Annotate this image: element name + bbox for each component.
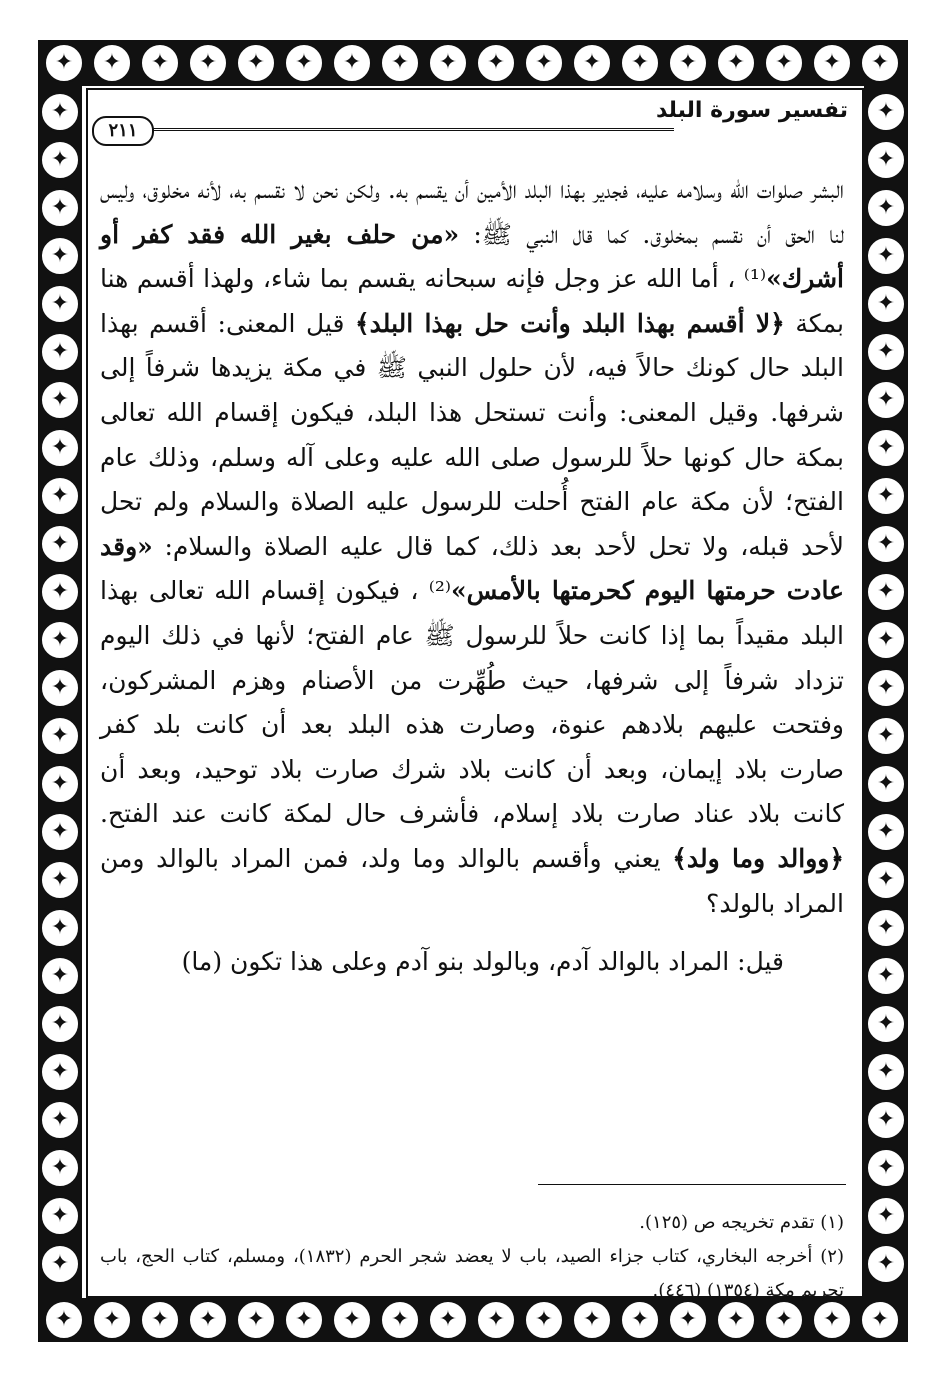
border-ornament-icon	[866, 716, 906, 756]
footnotes	[100, 1206, 844, 1308]
border-ornament-icon	[866, 92, 906, 132]
border-ornament-icon	[40, 1052, 80, 1092]
border-ornament-icon	[40, 524, 80, 564]
paragraph	[100, 168, 844, 926]
border-ornament-icon	[866, 1004, 906, 1044]
border-ornament-icon	[866, 1244, 906, 1284]
border-ornament-icon	[524, 43, 564, 83]
border-ornament-icon	[40, 812, 80, 852]
hadith-quote: «وقد عادت حرمتها اليوم كحرمتها بالأمس»	[100, 531, 844, 606]
border-ornament-icon	[866, 956, 906, 996]
border-ornament-icon	[40, 764, 80, 804]
text-run: البشر صلوات الله وسلامه عليه، فجدير بهذا البلد الأمين أن يقسم به. ولكن نحن لا نقسم به، لأنه مخلوق، وليس لنا الحق أن نقسم بمخلوق. كما قال النبي ﷺ:	[100, 175, 845, 249]
border-ornament-icon	[866, 524, 906, 564]
paragraph: قيل: المراد بالوالد آدم، وبالولد بنو آدم وعلى هذا تكون (ما)	[181, 947, 784, 977]
border-ornament-icon	[866, 332, 906, 372]
border-ornament-icon	[866, 1052, 906, 1092]
border-ornament-icon	[860, 43, 900, 83]
quran-verse: ﴿ووالد وما ولد﴾	[672, 843, 844, 873]
border-ornament-icon	[866, 620, 906, 660]
border-ornament-icon	[236, 43, 276, 83]
border-ornament-icon	[866, 668, 906, 708]
border-ornament-icon	[40, 908, 80, 948]
border-ornament-icon	[866, 1196, 906, 1236]
border-ornament-icon	[866, 284, 906, 324]
border-ornament-icon	[860, 1300, 900, 1340]
border-ornament-icon	[866, 1100, 906, 1140]
border-ornament-icon	[866, 908, 906, 948]
border-ornament-icon	[572, 43, 612, 83]
border-ornament-icon	[668, 43, 708, 83]
border-ornament-icon	[188, 43, 228, 83]
border-ornament-icon	[866, 380, 906, 420]
border-ornament-icon	[40, 284, 80, 324]
border-ornament-icon	[40, 956, 80, 996]
hadith-quote: «من حلف بغير الله فقد كفر أو أشرك»	[100, 219, 844, 294]
border-ornament-icon	[866, 188, 906, 228]
header-rule	[152, 128, 674, 131]
border-ornament-icon	[40, 476, 80, 516]
border-ornament-icon	[92, 43, 132, 83]
border-ornament-icon	[40, 860, 80, 900]
border-ornament-icon	[332, 43, 372, 83]
footnote-separator	[538, 1184, 846, 1185]
footnote-2: (٢) أخرجه البخاري، كتاب جزاء الصيد، باب لا يعضد شجر الحرم (١٨٣٢)، ومسلم، كتاب الحج، باب تحريم مكة (١٣٥٤) (٤٤٦).	[100, 1246, 844, 1301]
border-ornament-icon	[428, 43, 468, 83]
border-ornament-icon	[40, 380, 80, 420]
border-ornament-icon	[866, 812, 906, 852]
border-ornament-icon	[866, 572, 906, 612]
border-ornament-icon	[40, 1244, 80, 1284]
border-ornament-icon	[40, 620, 80, 660]
text-run: يعني وأقسم بالوالد وما ولد، فمن المراد بالوالد ومن المراد بالولد؟	[100, 843, 844, 918]
page	[92, 94, 854, 1301]
border-ornament-icon	[284, 43, 324, 83]
border-ornament-icon	[40, 716, 80, 756]
border-ornament-icon	[620, 43, 660, 83]
border-ornament-icon	[476, 43, 516, 83]
text-run: قيل المعنى: أقسم بهذا البلد حال كونك حالاً فيه، لأن حلول النبي ﷺ في مكة يزيدها شرفاً إلى شرفها. وقيل المعنى: وأنت تستحل هذا البلد، فيكون إقسام الله تعالى بمكة حال كونها حلاً للرسول صلى الله عليه وعلى آله وسلم، وذلك عام الفتح؛ لأن مكة عام الفتح أُحلت للرسول عليه الصلاة والسلام ولم تحل لأحد قبله، ولا تحل لأحد بعد ذلك، كما قال عليه الصلاة والسلام:	[100, 308, 844, 561]
border-ornament-icon	[40, 1004, 80, 1044]
border-ornament-icon	[866, 1148, 906, 1188]
page-number: ٢١١	[92, 116, 154, 146]
border-ornament-icon	[866, 140, 906, 180]
border-ornament-icon	[40, 1100, 80, 1140]
border-ornament-icon	[716, 43, 756, 83]
border-ornament-icon	[40, 140, 80, 180]
border-ornament-icon	[866, 476, 906, 516]
quran-verse: ﴿لا أقسم بهذا البلد وأنت حل بهذا البلد﴾	[355, 308, 785, 338]
border-ornament-icon	[140, 43, 180, 83]
header-title: تفسير سورة البلد	[655, 98, 848, 123]
main-text	[100, 168, 844, 985]
border-ornament-icon	[40, 1196, 80, 1236]
border-ornament-icon	[40, 332, 80, 372]
running-header	[92, 94, 854, 144]
border-ornament-icon	[866, 764, 906, 804]
border-ornament-icon	[40, 1148, 80, 1188]
border-ornament-icon	[866, 236, 906, 276]
border-ornament-icon	[812, 43, 852, 83]
border-ornament-icon	[866, 860, 906, 900]
border-ornament-icon	[44, 43, 84, 83]
border-ornament-icon	[40, 668, 80, 708]
border-ornament-icon	[40, 92, 80, 132]
border-ornament-icon	[44, 1300, 84, 1340]
border-ornament-icon	[764, 43, 804, 83]
text-run: ⁽²⁾ ، فيكون إقسام الله تعالى بهذا البلد مقيداً بما إذا كانت حلاً للرسول ﷺ عام الفتح؛ لأنها في ذلك اليوم تزداد شرفاً إلى شرفها، حيث طُهِّرت من الأصنام وهزم المشركون، وفتحت عليهم بلادهم عنوة، وصارت هذه البلد بعد أن كانت بلد كفر صارت بلاد إيمان، وبعد أن كانت بلاد شرك صارت بلاد توحيد، وبعد أن كانت بلاد عناد صارت بلاد إسلام، فأشرف حال لمكة كانت عند الفتح.	[100, 576, 844, 829]
border-ornament-icon	[866, 428, 906, 468]
border-ornament-icon	[40, 236, 80, 276]
text-run: ⁽¹⁾ ، أما الله عز وجل فإنه سبحانه يقسم بما شاء، ولهذا أقسم هنا بمكة	[100, 264, 844, 338]
border-ornament-icon	[380, 43, 420, 83]
border-ornament-icon	[40, 188, 80, 228]
footnote-1: (١) تقدم تخريجه ص (١٢٥).	[639, 1212, 844, 1233]
border-ornament-icon	[40, 428, 80, 468]
border-ornament-icon	[40, 572, 80, 612]
